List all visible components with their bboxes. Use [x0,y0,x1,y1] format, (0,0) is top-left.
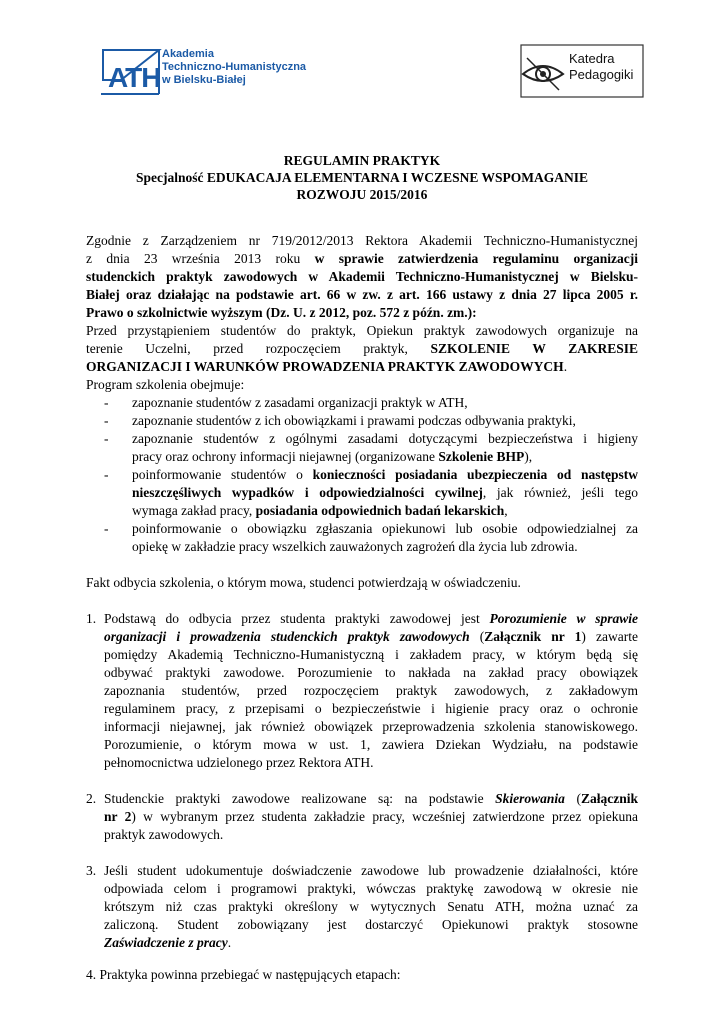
bullet-4-line-1: poinformowanie studentów o konieczności posiadania ubezpieczenia od następstw [132,467,638,482]
item-1-line-5: zapoznania studentów, przed rozpoczęciem praktyk zawodowych, z zakładowym [104,683,638,698]
item-3-line-2: odpowiada celom i programowi praktyki, wówczas praktykę zawodową w okresie nie [104,881,638,896]
item-2-line-1: Studenckie praktyki zawodowe realizowane są: na podstawie Skierowania (Załącznik [104,791,638,806]
bullet-5-line-2: opiekę w zakładzie pracy wszelkich zauważonych zagrożeń dla życia lub zdrowia. [132,539,578,554]
confirm-text: Fakt odbycia szkolenia, o którym mowa, studenci potwierdzają w oświadczeniu. [86,575,521,590]
item-3-line-4: zaliczoną. Student zobowiązany jest dostarczyć Opiekunowi praktyk stosowne [104,917,638,932]
bullet-dash: - [104,413,109,428]
bullet-dash: - [104,521,109,536]
title-line-1: REGULAMIN PRAKTYK [283,153,441,168]
title-line-2: Specjalność EDUKACAJA ELEMENTARNA I WCZESNE WSPOMAGANIE [136,170,588,185]
intro-line-4: Białej oraz działając na podstawie art. 66 w zw. z art. 166 ustawy z dnia 27 lipca 2005 r. [86,287,638,302]
item-3-line-1: Jeśli student udokumentuje doświadczenie zawodowe lub prowadzenie działalności, które [104,863,638,878]
item-1-line-1: Podstawą do odbycia przez studenta praktyki zawodowej jest Porozumienie w sprawie [104,611,638,626]
bullet-4-line-3: wymaga zakład pracy, posiadania odpowiednich badań lekarskich, [132,503,508,518]
item-2-line-2: nr 2) w wybranym przez studenta zakładzie pracy, wcześniej zatwierdzone przez opiekuna [104,809,638,824]
item-1-line-6: regulaminem pracy, z przepisami o bezpieczeństwie i higienie pracy oraz o ochronie [104,701,638,716]
item-1-number: 1. [86,611,97,626]
ath-mark: ATH [108,62,161,93]
item-1-line-3: pomiędzy Akademią Techniczno-Humanistyczną i zakładem pracy, w którym będą się [104,647,638,662]
bullet-dash: - [104,395,109,410]
item-1-line-7: informacji niejawnej, jak również obowiązek przeprowadzenia szkolenia stanowiskowego. [104,719,638,734]
training-line-2: terenie Uczelni, przed rozpoczęciem praktyk, SZKOLENIE W ZAKRESIE [86,341,638,356]
training-line-3: ORGANIZACJI I WARUNKÓW PROWADZENIA PRAKTYK ZAWODOWYCH. [86,359,568,374]
intro-line-5: Prawo o szkolnictwie wyższym (Dz. U. z 2012, poz. 572 z późn. zm.): [86,305,477,320]
item-4-line-1: 4. Praktyka powinna przebiegać w następujących etapach: [86,967,401,982]
intro-line-2: z dnia 23 września 2013 roku w sprawie zatwierdzenia regulaminu organizacji [86,251,638,266]
katedra-name: Katedra Pedagogiki [569,51,634,82]
item-2-number: 2. [86,791,97,806]
item-1-line-8: Porozumienie, o którym mowa w ust. 1, zawiera Dziekan Wydziału, na podstawie [104,737,638,752]
item-3-line-5: Zaświadczenie z pracy. [104,935,232,950]
bullet-5-line-1: poinformowanie o obowiązku zgłaszania opiekunowi lub osobie odpowiedzialnej za [132,521,638,536]
bullet-2: zapoznanie studentów z ich obowiązkami i prawami podczas odbywania praktyki, [132,413,576,428]
item-2-line-3: praktyk zawodowych. [104,827,224,842]
training-line-1: Przed przystąpieniem studentów do praktyk, Opiekun praktyk zawodowych organizuje na [86,323,638,338]
item-3-line-3: krótszym niż czas praktyki określony w wytycznych Senatu ATH, można uznać za [104,899,638,914]
title-line-3: ROZWOJU 2015/2016 [296,187,428,202]
bullet-3-line-2: pracy oraz ochrony informacji niejawnej (organizowane Szkolenie BHP), [132,449,533,464]
intro-line-3: studenckich praktyk zawodowych w Akademii Techniczno-Humanistycznej w Bielsku- [86,269,638,284]
item-1-line-9: pełnomocnictwa udzielonego przez Rektora ATH. [104,755,374,770]
bullet-4-line-2: nieszczęśliwych wypadków i odpowiedzialności cywilnej, jak również, jeśli tego [132,485,638,500]
ath-name: Akademia Techniczno-Humanistyczna w Bielsku-Białej [162,48,307,86]
bullet-dash: - [104,431,109,446]
bullet-3-line-1: zapoznanie studentów z ogólnymi zasadami dotyczącymi bezpieczeństwa i higieny [132,431,638,446]
item-1-line-4: odbywać praktyki zawodowe. Porozumienie to nakłada na zakład pracy obowiązek [104,665,638,680]
training-line-4: Program szkolenia obejmuje: [86,377,245,392]
bullet-dash: - [104,467,109,482]
item-3-number: 3. [86,863,97,878]
intro-line-1: Zgodnie z Zarządzeniem nr 719/2012/2013 Rektora Akademii Techniczno-Humanistycznej [86,233,638,248]
item-1-line-2: organizacji i prowadzenia studenckich praktyk zawodowych (Załącznik nr 1) zawarte [104,629,638,644]
bullet-1: zapoznanie studentów z zasadami organizacji praktyk w ATH, [132,395,468,410]
